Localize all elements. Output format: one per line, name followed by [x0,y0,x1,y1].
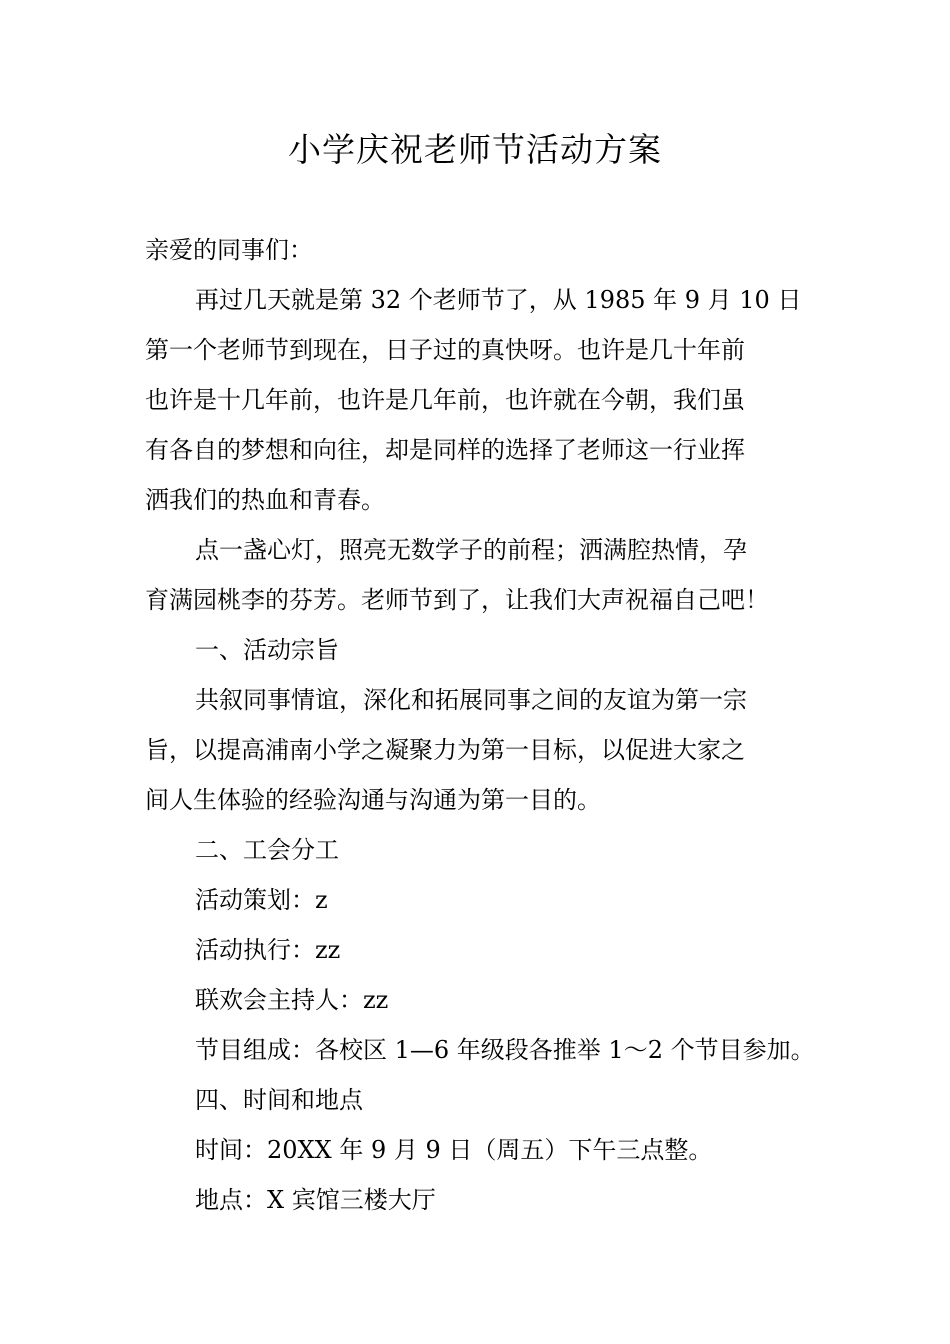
text-line: 共叙同事情谊，深化和拓展同事之间的友谊为第一宗 [195,686,747,714]
text-line: 旨，以提高浦南小学之凝聚力为第一目标，以促进大家之 [145,736,745,764]
text-line: 间人生体验的经验沟通与沟通为第一目的。 [145,786,601,814]
text-line: 也许是十几年前，也许是几年前，也许就在今朝，我们虽 [145,386,745,414]
text-line: 四、时间和地点 [195,1086,363,1114]
text-line: 再过几天就是第 32 个老师节了，从 1985 年 9 月 10 日 [195,286,802,314]
text-line: 联欢会主持人：zz [195,986,389,1014]
text-line: 第一个老师节到现在，日子过的真快呀。也许是几十年前 [145,336,745,364]
document-title: 小学庆祝老师节活动方案 [288,130,662,169]
text-line: 时间：20XX 年 9 月 9 日（周五）下午三点整。 [195,1136,713,1164]
text-line: 育满园桃李的芬芳。老师节到了，让我们大声祝福自己吧！ [145,586,769,614]
text-line: 点一盏心灯，照亮无数学子的前程；洒满腔热情，孕 [195,536,747,564]
document-body [145,225,817,1225]
text-line: 有各自的梦想和向往，却是同样的选择了老师这一行业挥 [145,436,745,464]
text-line: 活动策划：z [195,886,328,914]
text-line: 一、活动宗旨 [195,636,339,664]
text-line: 亲爱的同事们： [145,236,313,264]
text-line: 二、工会分工 [195,836,339,864]
text-line: 地点：X 宾馆三楼大厅 [195,1186,436,1214]
text-line: 洒我们的热血和青春。 [145,486,385,514]
text-line: 节目组成：各校区 1—6 年级段各推举 1～2 个节目参加。 [195,1036,815,1064]
text-line: 活动执行：zz [195,936,341,964]
